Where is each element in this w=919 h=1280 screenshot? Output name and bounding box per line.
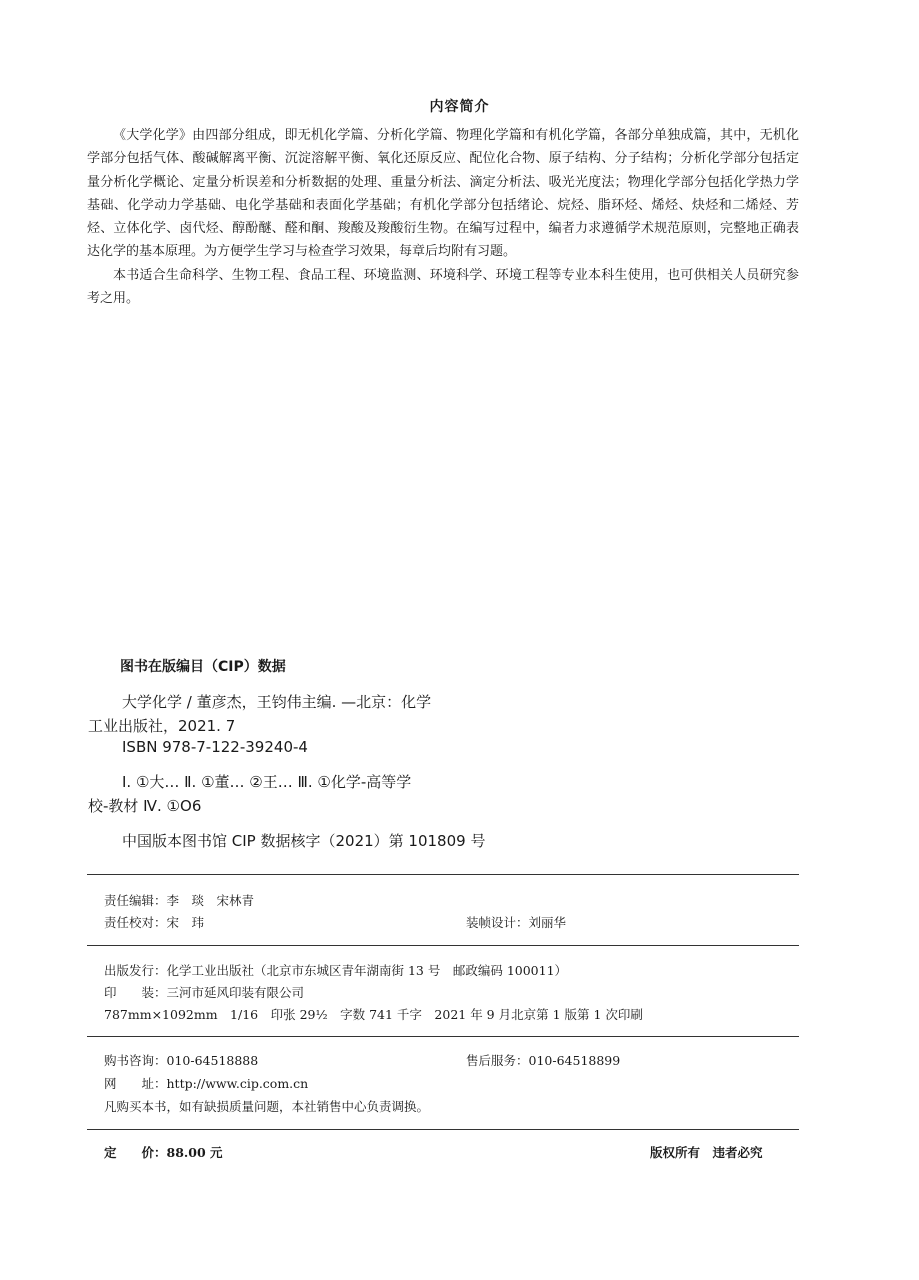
cip-record-number: 中国版本图书馆 CIP 数据核字（2021）第 101809 号: [122, 832, 486, 850]
cip-line: 大学化学 / 董彦杰，王钧伟主编. —北京：化学: [122, 693, 432, 711]
printer: 印 装：三河市延风印装有限公司: [104, 985, 305, 1000]
divider: [87, 1129, 799, 1130]
divider: [87, 945, 799, 946]
website: 网 址：http://www.cip.com.cn: [104, 1076, 309, 1091]
responsible-editor: 责任编辑：李 琰 宋林青: [104, 893, 255, 908]
price: 定 价：88.00 元: [104, 1145, 223, 1160]
proofreader: 责任校对：宋 玮: [104, 915, 205, 930]
print-specs: 787mm×1092mm 1/16 印张 29½ 字数 741 千字 2021 年 9 月北京第 1 版第 1 次印刷: [104, 1007, 643, 1022]
cip-line: 工业出版社，2021. 7: [88, 717, 236, 735]
intro-paragraph: 本书适合生命科学、生物工程、食品工程、环境监测、环境科学、环境工程等专业本科生使用，也可供相关人员研究参考之用。: [87, 267, 799, 307]
cip-isbn: ISBN 978-7-122-39240-4: [122, 738, 308, 756]
purchase-hotline: 购书咨询：010-64518888: [104, 1053, 259, 1068]
cip-line: 校-教材 Ⅳ. ①O6: [88, 797, 202, 815]
aftersale-hotline: 售后服务：010-64518899: [466, 1053, 621, 1068]
copyright-notice: 版权所有 违者必究: [650, 1145, 763, 1160]
cip-title: 图书在版编目（CIP）数据: [120, 659, 286, 675]
cover-designer: 装帧设计：刘丽华: [466, 915, 567, 930]
quality-notice: 凡购买本书，如有缺损质量问题，本社销售中心负责调换。: [104, 1099, 430, 1114]
intro-body: [87, 124, 799, 310]
divider: [87, 874, 799, 875]
intro-title: 内容简介: [429, 99, 490, 115]
cip-line: Ⅰ. ①大… Ⅱ. ①董… ②王… Ⅲ. ①化学-高等学: [122, 773, 412, 791]
publisher: 出版发行：化学工业出版社（北京市东城区青年湖南街 13 号 邮政编码 100011）: [104, 963, 568, 978]
intro-paragraph: 《大学化学》由四部分组成，即无机化学篇、分析化学篇、物理化学篇和有机化学篇，各部分单独成篇，其中，无机化学部分包括气体、酸碱解离平衡、沉淀溶解平衡、氧化还原反应、配位化合物、原子结构、分子结构；分析化学部分包括定量分析化学概论、定量分析误差和分析数据的处理、重量分析法、滴定分析法、吸光光度法；物理化学部分包括化学热力学基础、化学动力学基础、电化学基础和表面化学基础；有机化学部分包括绪论、烷烃、脂环烃、烯烃、炔烃和二烯烃、芳烃、立体化学、卤代烃、醇酚醚、醛和酮、羧酸及羧酸衍生物。在编写过程中，编者力求遵循学术规范原则，完整地正确表达化学的基本原理。为方便学生学习与检查学习效果，每章后均附有习题。: [87, 128, 799, 260]
divider: [87, 1036, 799, 1037]
